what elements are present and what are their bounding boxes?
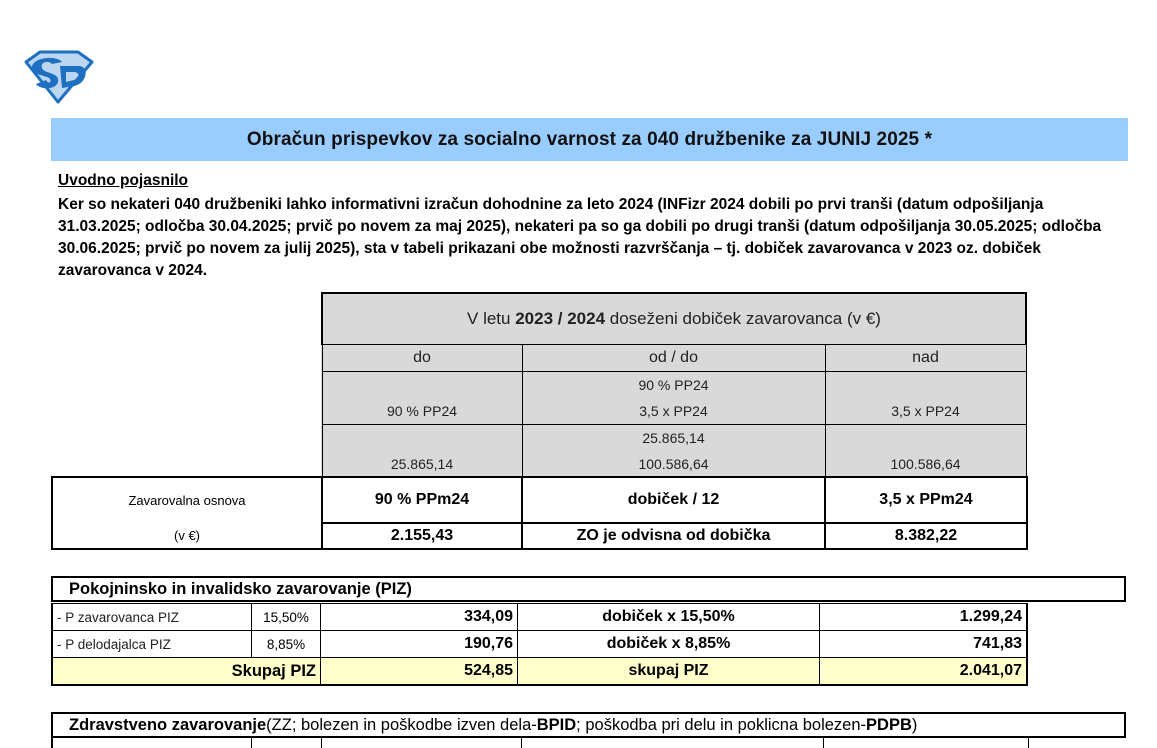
piz-row-label: - P zavarovanca PIZ bbox=[52, 604, 252, 631]
column-header-do: do bbox=[322, 345, 522, 372]
base-value-mid: ZO je odvisna od dobička bbox=[522, 523, 825, 549]
piz-section-header: Pokojninsko in invalidsko zavarovanje (PIZ) bbox=[51, 576, 1126, 602]
threshold-value-cell: 25.865,14 100.586,64 bbox=[522, 425, 825, 478]
threshold-formula-cell: 90 % PP24 bbox=[322, 372, 522, 425]
base-value-min: 2.155,43 bbox=[322, 523, 522, 549]
piz-total-formula: skupaj PIZ bbox=[518, 658, 820, 686]
table-row bbox=[52, 631, 1027, 658]
piz-total-amount-min: 524,85 bbox=[321, 658, 518, 686]
column-header-nad: nad bbox=[825, 345, 1026, 372]
piz-row-amount-min: 334,09 bbox=[321, 604, 518, 631]
sd-shield-logo-icon bbox=[22, 50, 94, 104]
intro-heading: Uvodno pojasnilo bbox=[58, 172, 189, 189]
threshold-formula-cell: 3,5 x PP24 bbox=[825, 372, 1026, 425]
piz-row-amount-max: 741,83 bbox=[820, 631, 1028, 658]
base-formula-min: 90 % PPm24 bbox=[322, 477, 522, 523]
zz-pdpb: PDPB bbox=[866, 715, 912, 734]
insurance-base-unit: (v €) bbox=[52, 523, 322, 549]
piz-total-row bbox=[52, 658, 1027, 686]
piz-row-label: - P delodajalca PIZ bbox=[52, 631, 252, 658]
zz-section-header bbox=[51, 712, 1126, 738]
base-value-max: 8.382,22 bbox=[825, 523, 1027, 549]
header-prefix: V letu bbox=[467, 309, 516, 328]
income-thresholds-table bbox=[321, 292, 1027, 478]
threshold-value-cell: 100.586,64 bbox=[825, 425, 1026, 478]
piz-row-rate: 15,50% bbox=[252, 604, 321, 631]
header-suffix: doseženi dobiček zavarovanca (v €) bbox=[605, 309, 881, 328]
table-row bbox=[52, 604, 1027, 631]
piz-total-label: Skupaj PIZ bbox=[52, 658, 321, 686]
intro-text: Ker so nekateri 040 družbeniki lahko informativni izračun dohodnine za leto 2024 (INFizr 2024 dobili po prvi tranši (datum odpošiljanja 31.03.2025; odločba 30.04.2025; prvič po novem za maj 2025), nekateri pa so ga dobili po drugi tranši (datum odpošiljanja 30.05.2025; odločba 30.06.2025; prvič po novem za julij 2025), sta v tabeli prikazani obe možnosti razvrščanja – tj. dobiček zavarovanca v 2023 oz. dobiček zavarovanca v 2024. bbox=[58, 196, 1102, 279]
piz-total-amount-max: 2.041,07 bbox=[820, 658, 1028, 686]
income-table-header bbox=[322, 293, 1026, 345]
threshold-value-cell: 25.865,14 bbox=[322, 425, 522, 478]
insurance-base-table bbox=[51, 476, 1028, 550]
page-title: Obračun prispevkov za socialno varnost za 040 družbenike za JUNIJ 2025 * bbox=[51, 118, 1128, 161]
column-header-od-do: od / do bbox=[522, 345, 825, 372]
zz-bpid: BPID bbox=[536, 715, 577, 734]
piz-row-formula: dobiček x 8,85% bbox=[518, 631, 820, 658]
piz-row-formula: dobiček x 15,50% bbox=[518, 604, 820, 631]
piz-row-rate: 8,85% bbox=[252, 631, 321, 658]
header-years: 2023 / 2024 bbox=[515, 309, 606, 328]
zz-title-part: ; poškodba pri delu in poklicna bolezen- bbox=[576, 715, 867, 734]
threshold-formula-cell: 90 % PP24 3,5 x PP24 bbox=[522, 372, 825, 425]
piz-table bbox=[51, 603, 1028, 686]
base-formula-mid: dobiček / 12 bbox=[522, 477, 825, 523]
piz-row-amount-min: 190,76 bbox=[321, 631, 518, 658]
zz-title-part: (ZZ; bolezen in poškodbe izven dela- bbox=[266, 715, 537, 734]
zz-title-part: ) bbox=[911, 715, 918, 734]
piz-row-amount-max: 1.299,24 bbox=[820, 604, 1028, 631]
insurance-base-label: Zavarovalna osnova bbox=[52, 477, 322, 523]
base-formula-max: 3,5 x PPm24 bbox=[825, 477, 1027, 523]
zz-table-top bbox=[51, 738, 1030, 748]
zz-title: Zdravstveno zavarovanje bbox=[69, 715, 267, 734]
